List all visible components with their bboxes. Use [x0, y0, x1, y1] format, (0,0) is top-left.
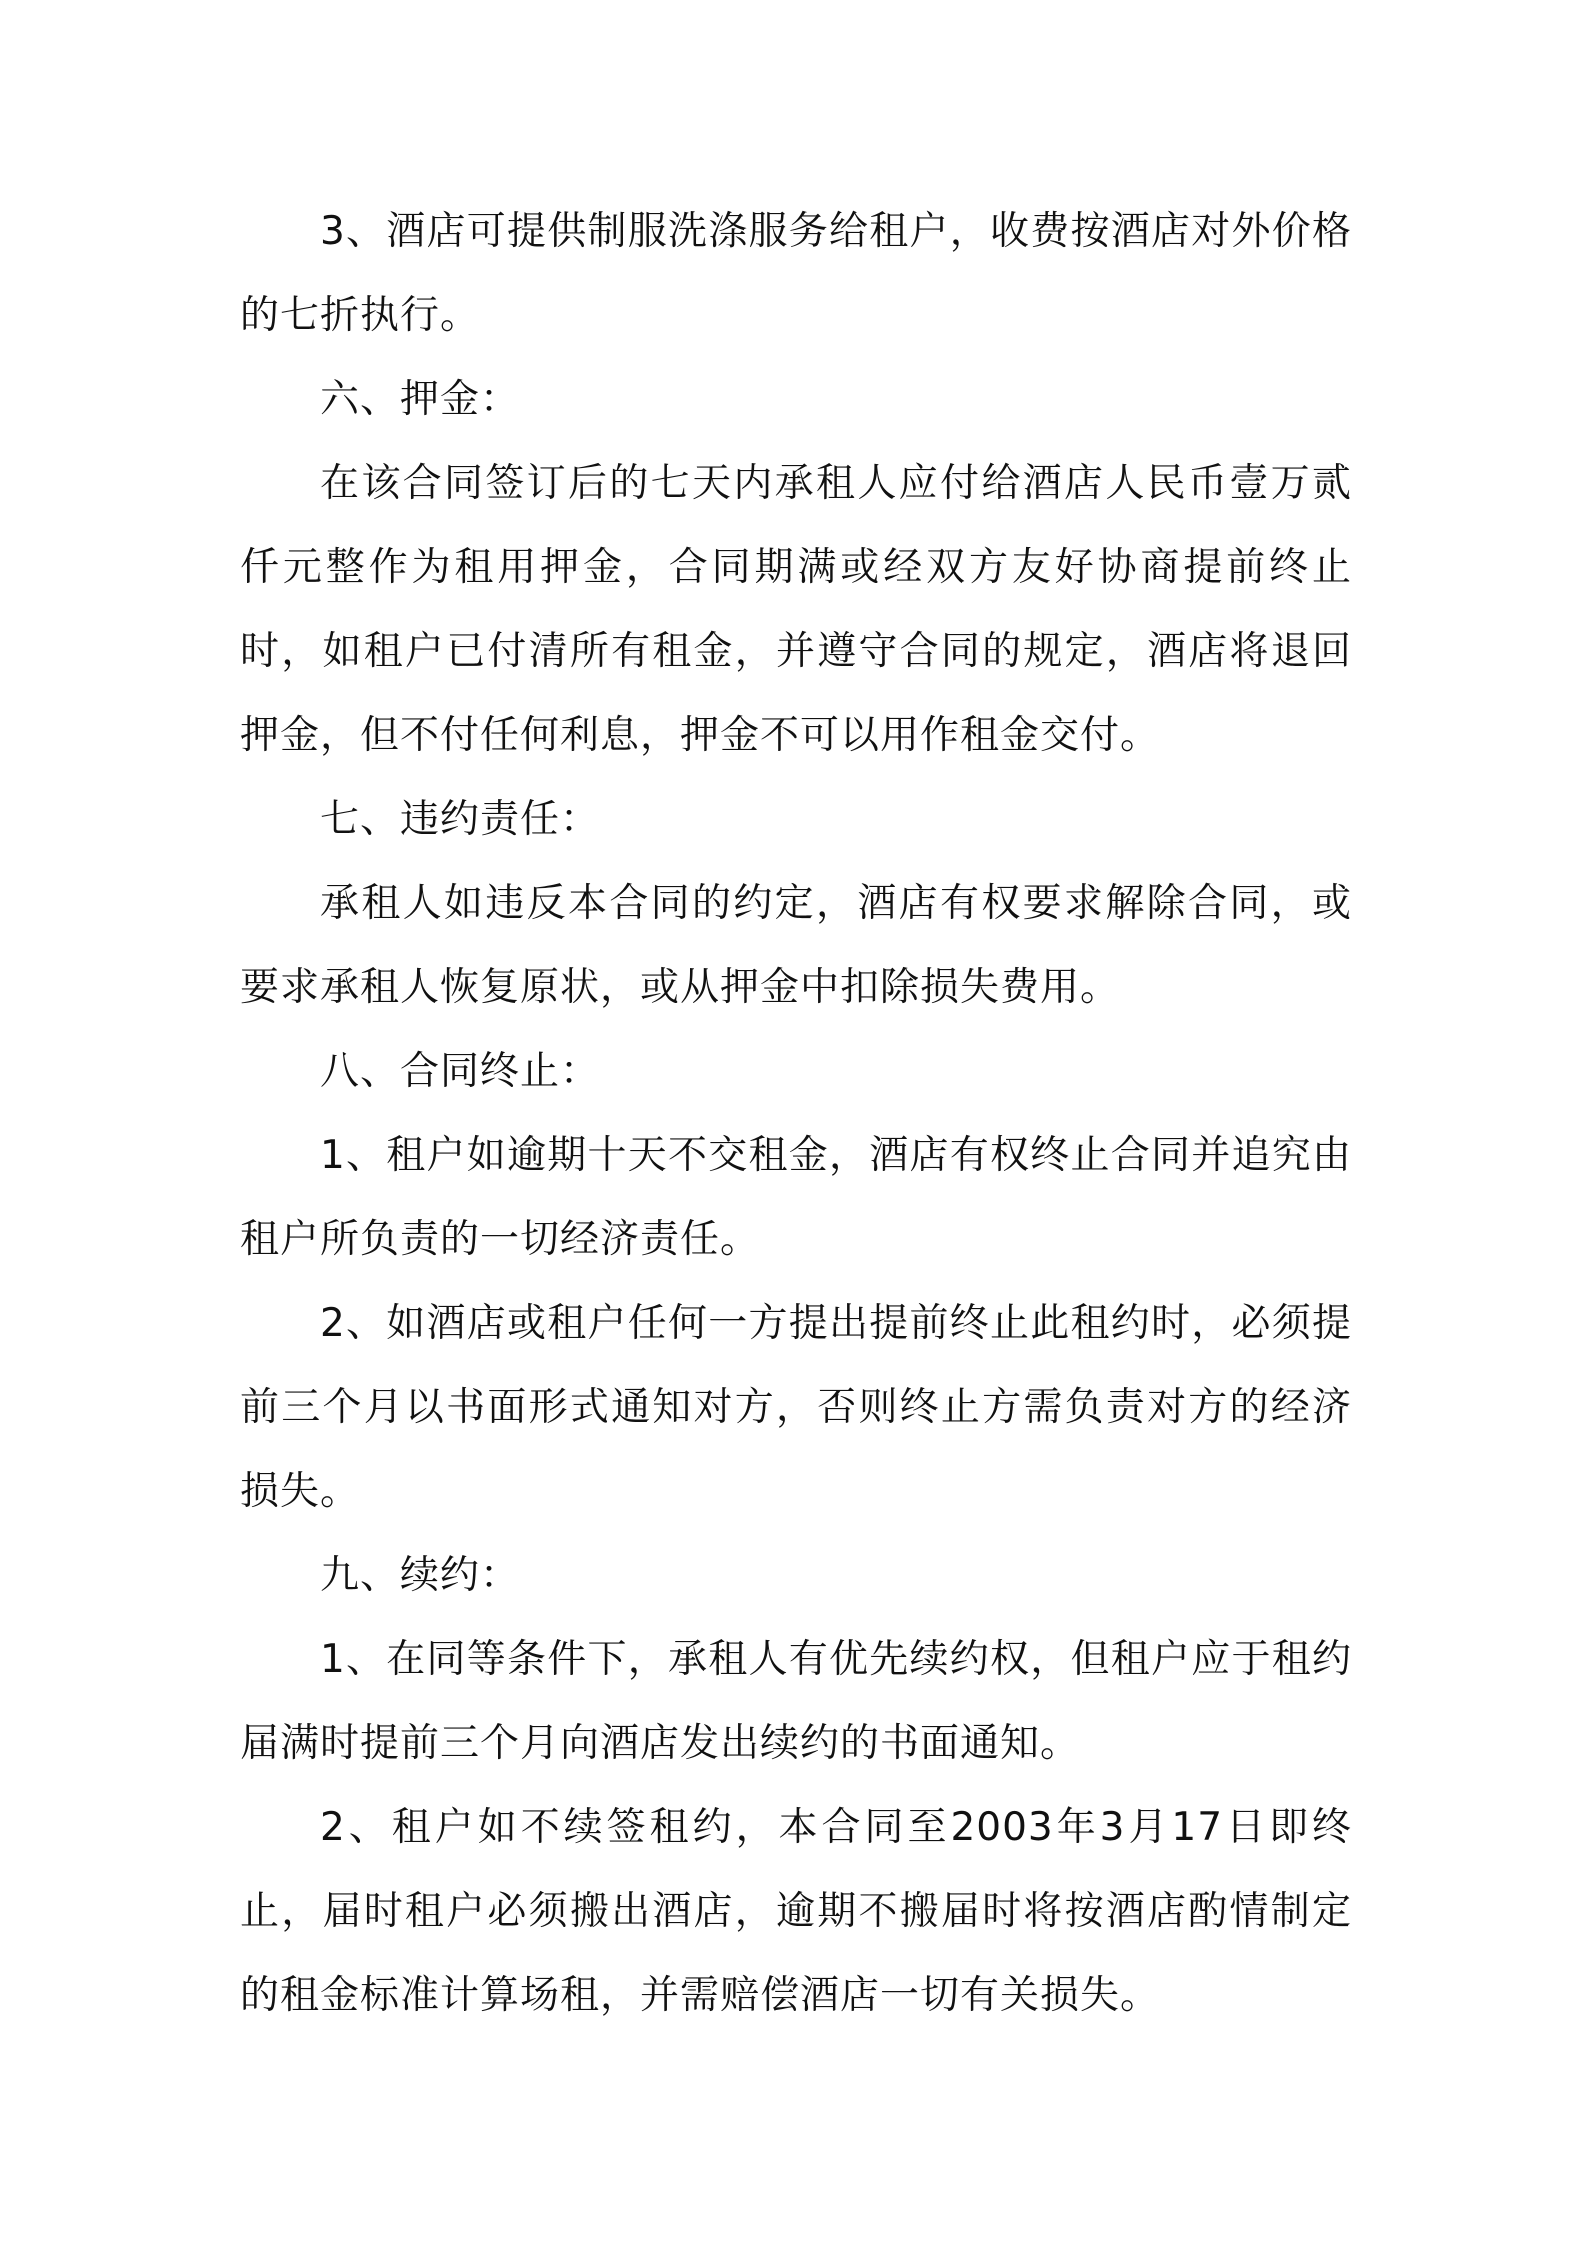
heading-renewal: 九、续约：: [320, 1553, 521, 1598]
paragraph-termination-overdue: 1、租户如逾期十天不交租金，酒店有权终止合同并追究由租户所负责的一切经济责任。: [240, 1133, 1352, 1262]
heading-liability: 七、违约责任：: [320, 797, 601, 842]
heading-termination: 八、合同终止：: [320, 1049, 601, 1094]
document-body: [240, 190, 1352, 2038]
paragraph-deposit-terms: 在该合同签订后的七天内承租人应付给酒店人民币壹万贰仟元整作为租用押金，合同期满或经双方友好协商提前终止时，如租户已付清所有租金，并遵守合同的规定，酒店将退回押金，但不付任何利息，押金不可以用作租金交付。: [240, 461, 1352, 758]
paragraph-liability-terms: 承租人如违反本合同的约定，酒店有权要求解除合同，或要求承租人恢复原状，或从押金中扣除损失费用。: [240, 881, 1352, 1010]
paragraph-renewal-priority: 1、在同等条件下，承租人有优先续约权，但租户应于租约届满时提前三个月向酒店发出续约的书面通知。: [240, 1637, 1352, 1766]
paragraph-renewal-expiry: 2、租户如不续签租约，本合同至2003年3月17日即终止，届时租户必须搬出酒店，逾期不搬届时将按酒店酌情制定的租金标准计算场租，并需赔偿酒店一切有关损失。: [240, 1805, 1352, 2018]
paragraph-laundry-service: 3、酒店可提供制服洗涤服务给租户，收费按酒店对外价格的七折执行。: [240, 209, 1352, 338]
paragraph-termination-notice: 2、如酒店或租户任何一方提出提前终止此租约时，必须提前三个月以书面形式通知对方，否则终止方需负责对方的经济损失。: [240, 1301, 1352, 1514]
heading-deposit: 六、押金：: [320, 377, 521, 422]
